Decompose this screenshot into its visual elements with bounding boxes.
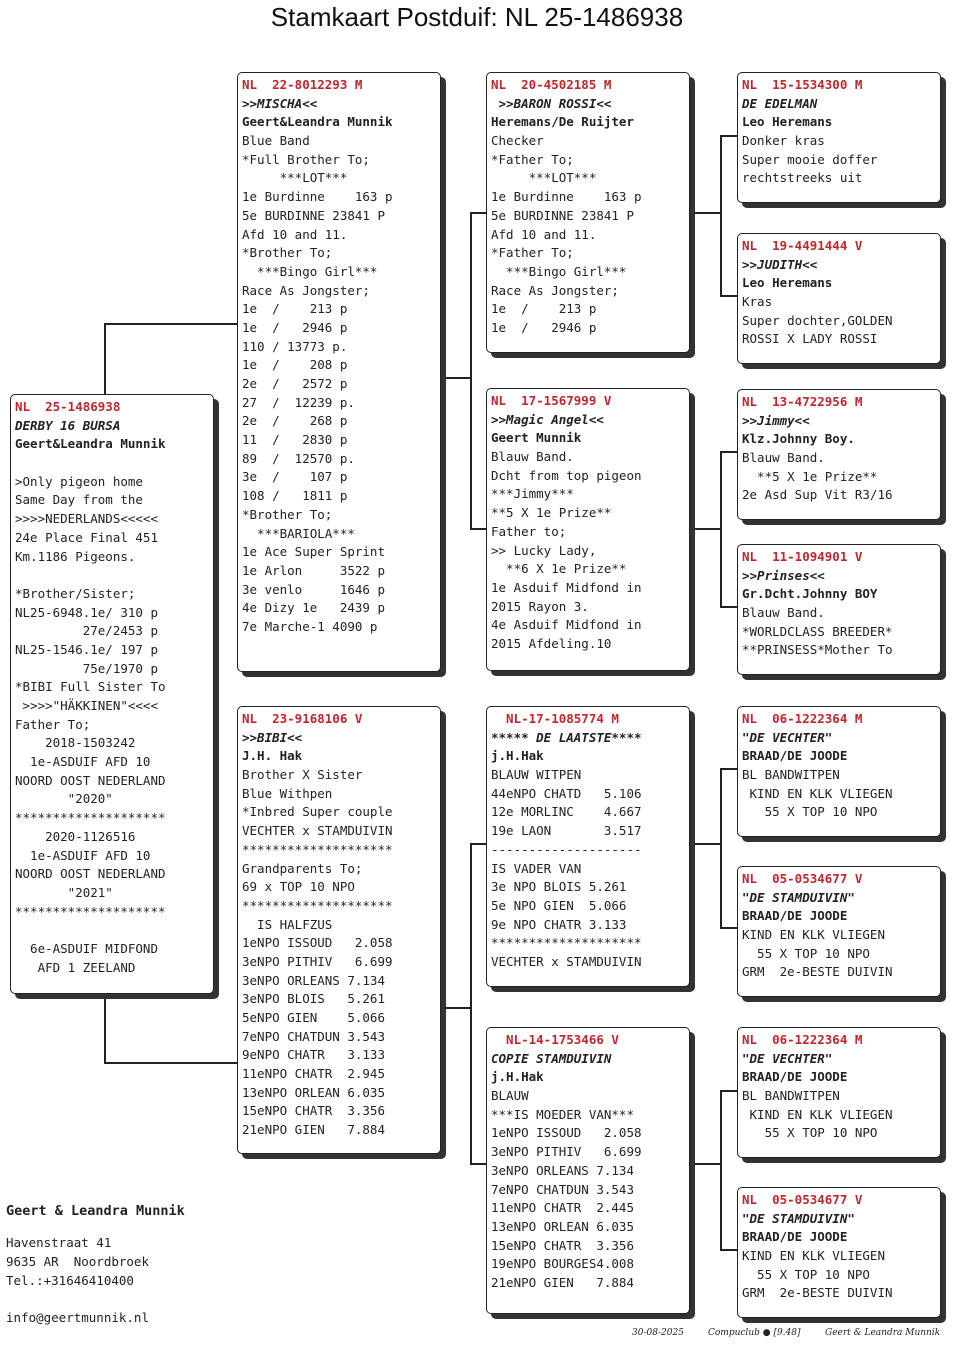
pedigree-line: Super mooie doffer bbox=[742, 151, 878, 167]
breeder-name: BRAAD/DE JOODE bbox=[742, 748, 848, 764]
pedigree-line: 1e Burdinne 163 p bbox=[242, 189, 393, 205]
pedigree-line: "2020" bbox=[15, 791, 113, 807]
pedigree-line: 4e Dizy 1e 2439 p bbox=[242, 600, 385, 616]
pedigree-line: 21eNPO GIEN 7.884 bbox=[491, 1274, 634, 1290]
pedigree-line: 3e / 107 p bbox=[242, 469, 348, 485]
connector-line bbox=[104, 996, 106, 1063]
pedigree-line: ***Bingo Girl*** bbox=[491, 263, 627, 279]
pedigree-line: 1e / 213 p bbox=[491, 301, 597, 317]
pedigree-line: VECHTER x STAMDUIVIN bbox=[242, 823, 393, 839]
pedigree-line: *Father To; bbox=[491, 245, 574, 261]
pedigree-line: *WORLDCLASS BREEDER* bbox=[742, 623, 893, 639]
pedigree-card-ddd[interactable] bbox=[737, 1187, 941, 1318]
connector-line bbox=[443, 1007, 472, 1009]
pedigree-line: NOORD OOST NEDERLAND bbox=[15, 866, 166, 882]
ring-number: NL 20-4502185 M bbox=[491, 77, 612, 92]
pedigree-line: NL25-6948.1e/ 310 p bbox=[15, 604, 158, 620]
pedigree-line: Blauw Band. bbox=[491, 449, 574, 465]
pedigree-line: 1e Asduif Midfond in bbox=[491, 579, 642, 595]
owner-city: 9635 AR Noordbroek bbox=[6, 1254, 149, 1269]
pedigree-line: ******************** bbox=[242, 897, 393, 913]
pedigree-line: 11eNPO CHATR 2.445 bbox=[491, 1200, 634, 1216]
pedigree-line: -------------------- bbox=[491, 841, 642, 857]
pedigree-line: *BIBI Full Sister To bbox=[15, 679, 166, 695]
pedigree-line: *Brother To; bbox=[242, 506, 333, 522]
pedigree-line: KIND EN KLK VLIEGEN bbox=[742, 1248, 885, 1264]
breeder-name: Klz.Johnny Boy. bbox=[742, 431, 855, 447]
connector-line bbox=[443, 377, 472, 379]
connector-line bbox=[104, 323, 106, 396]
pedigree-card-sss[interactable] bbox=[737, 72, 941, 203]
connector-line bbox=[720, 768, 722, 929]
pigeon-name: ***** DE LAATSTE**** bbox=[491, 729, 642, 745]
breeder-name: Geert&Leandra Munnik bbox=[15, 436, 166, 452]
connector-line bbox=[720, 1090, 722, 1251]
ring-number: NL 19-4491444 V bbox=[742, 238, 863, 253]
pedigree-line: Grandparents To; bbox=[242, 860, 363, 876]
pedigree-line: 5e NPO GIEN 5.066 bbox=[491, 897, 627, 913]
pedigree-line: 7eNPO CHATDUN 3.543 bbox=[242, 1028, 385, 1044]
pedigree-line: Super dochter,GOLDEN bbox=[742, 312, 893, 328]
pedigree-card-dds[interactable] bbox=[737, 1027, 941, 1158]
pedigree-line: GRM 2e-BESTE DUIVIN bbox=[742, 1285, 893, 1301]
pedigree-line: "2021" bbox=[15, 884, 113, 900]
pedigree-line: ***Bingo Girl*** bbox=[242, 263, 378, 279]
pedigree-line: KIND EN KLK VLIEGEN bbox=[742, 1106, 893, 1122]
pedigree-card-sire[interactable] bbox=[237, 72, 441, 672]
pedigree-line: 3eNPO ORLEANS 7.134 bbox=[242, 972, 385, 988]
pedigree-line: Brother X Sister bbox=[242, 767, 363, 783]
pedigree-line: 1e / 2946 p bbox=[491, 319, 597, 335]
pigeon-name: DERBY 16 BURSA bbox=[15, 417, 121, 433]
pedigree-line: NOORD OOST NEDERLAND bbox=[15, 772, 166, 788]
pedigree-line: 2020-1126516 bbox=[15, 828, 136, 844]
pedigree-line bbox=[15, 921, 209, 940]
pedigree-line: 2015 Afdeling.10 bbox=[491, 635, 612, 651]
pedigree-line: Father To; bbox=[15, 716, 91, 732]
connector-line bbox=[693, 212, 722, 214]
pedigree-line: Afd 10 and 11. bbox=[242, 226, 348, 242]
pedigree-line: **5 X 1e Prize** bbox=[742, 468, 878, 484]
pedigree-card-sire-sire[interactable] bbox=[486, 72, 690, 353]
pedigree-line: *Inbred Super couple bbox=[242, 804, 393, 820]
pedigree-line: 13eNPO ORLEAN 6.035 bbox=[491, 1218, 634, 1234]
footer-software: Compuclub ● [9.48] bbox=[708, 1328, 801, 1338]
ring-number: NL 23-9168106 V bbox=[242, 711, 363, 726]
pedigree-line: 1e-ASDUIF AFD 10 bbox=[15, 847, 151, 863]
pedigree-line: 55 X TOP 10 NPO bbox=[742, 1266, 870, 1282]
ring-number: NL 05-0534677 V bbox=[742, 871, 863, 886]
breeder-name: Geert&Leandra Munnik bbox=[242, 114, 393, 130]
pedigree-line: BL BANDWITPEN bbox=[742, 1088, 840, 1104]
pedigree-line bbox=[15, 566, 209, 585]
pedigree-line: 13eNPO ORLEAN 6.035 bbox=[242, 1084, 385, 1100]
pedigree-card-dsd[interactable] bbox=[737, 866, 941, 997]
ring-number: NL 15-1534300 M bbox=[742, 77, 863, 92]
connector-line bbox=[720, 135, 722, 297]
pedigree-line: 2e Asd Sup Vit R3/16 bbox=[742, 487, 893, 503]
pedigree-line: 2015 Rayon 3. bbox=[491, 598, 589, 614]
pedigree-line: 11eNPO CHATR 2.945 bbox=[242, 1066, 385, 1082]
pedigree-line: KIND EN KLK VLIEGEN bbox=[742, 927, 885, 943]
pedigree-line: 55 X TOP 10 NPO bbox=[742, 945, 870, 961]
pedigree-line: Blue Withpen bbox=[242, 785, 333, 801]
pedigree-line: 1eNPO ISSOUD 2.058 bbox=[242, 935, 393, 951]
pedigree-line: 27 / 12239 p. bbox=[242, 394, 355, 410]
connector-line bbox=[470, 212, 472, 530]
pedigree-line: **5 X 1e Prize** bbox=[491, 505, 612, 521]
pedigree-line: 12e MORLINC 4.667 bbox=[491, 804, 642, 820]
pedigree-card-sds[interactable] bbox=[737, 389, 941, 520]
pedigree-line: Same Day from the bbox=[15, 492, 143, 508]
pedigree-line: Race As Jongster; bbox=[491, 282, 619, 298]
breeder-name: BRAAD/DE JOODE bbox=[742, 1229, 848, 1245]
pedigree-line: >>>>"HÄKKINEN"<<<< bbox=[15, 698, 158, 713]
pigeon-name: >>MISCHA<< bbox=[242, 95, 318, 111]
pedigree-card-dam-sire[interactable] bbox=[486, 706, 690, 987]
pigeon-name: "DE STAMDUIVIN" bbox=[742, 1210, 855, 1226]
pedigree-card-sire-dam[interactable] bbox=[486, 388, 690, 671]
connector-line bbox=[470, 843, 472, 1165]
pedigree-line: 1e-ASDUIF AFD 10 bbox=[15, 754, 151, 770]
pedigree-line: rechtstreeks uit bbox=[742, 170, 863, 186]
pedigree-line: Race As Jongster; bbox=[242, 282, 370, 298]
pigeon-name: DE EDELMAN bbox=[742, 95, 818, 111]
pedigree-line: ***LOT*** bbox=[491, 170, 597, 186]
pedigree-line: 3eNPO PITHIV 6.699 bbox=[491, 1144, 642, 1160]
pedigree-line: >> Lucky Lady, bbox=[491, 542, 597, 558]
pedigree-line: 2018-1503242 bbox=[15, 735, 136, 751]
pedigree-line: 7e Marche-1 4090 p bbox=[242, 618, 378, 634]
pedigree-line: >>>>NEDERLANDS<<<<< bbox=[15, 511, 158, 527]
pigeon-name: "DE STAMDUIVIN" bbox=[742, 889, 855, 905]
pigeon-name: >>BIBI<< bbox=[242, 729, 303, 745]
pedigree-line: 4e Asduif Midfond in bbox=[491, 617, 642, 633]
breeder-name: j.H.Hak bbox=[491, 748, 544, 764]
pedigree-line: 3e NPO BLOIS 5.261 bbox=[491, 879, 627, 895]
ring-number: NL 13-4722956 M bbox=[742, 394, 863, 409]
owner-phone: Tel.:+31646410400 bbox=[6, 1273, 134, 1288]
connector-line bbox=[720, 451, 722, 608]
pedigree-line: ROSSI X LADY ROSSI bbox=[742, 331, 878, 347]
footer-owner: Geert & Leandra Munnik bbox=[825, 1328, 941, 1338]
pedigree-line: ***BARIOLA*** bbox=[242, 525, 355, 541]
pedigree-line: 55 X TOP 10 NPO bbox=[742, 804, 878, 820]
pedigree-line: 2e / 268 p bbox=[242, 413, 348, 429]
pedigree-line: 1eNPO ISSOUD 2.058 bbox=[491, 1125, 642, 1141]
connector-line bbox=[693, 843, 722, 845]
pedigree-line: 55 X TOP 10 NPO bbox=[742, 1125, 878, 1141]
pedigree-line: Checker bbox=[491, 133, 544, 149]
pedigree-line: ******************** bbox=[15, 810, 166, 826]
pedigree-line: IS VADER VAN bbox=[491, 860, 582, 876]
pigeon-name: >>JUDITH<< bbox=[742, 256, 818, 272]
pedigree-line: ***Jimmy*** bbox=[491, 486, 574, 502]
breeder-name: Leo Heremans bbox=[742, 275, 833, 291]
pedigree-line: 15eNPO CHATR 3.356 bbox=[242, 1103, 385, 1119]
pedigree-line: NL25-1546.1e/ 197 p bbox=[15, 641, 158, 657]
pedigree-line: **6 X 1e Prize** bbox=[491, 561, 627, 577]
pedigree-line: 21eNPO GIEN 7.884 bbox=[242, 1122, 385, 1138]
pedigree-line: 7eNPO CHATDUN 3.543 bbox=[491, 1181, 634, 1197]
owner-name: Geert & Leandra Munnik bbox=[6, 1203, 185, 1219]
breeder-name: j.H.Hak bbox=[491, 1069, 544, 1085]
pedigree-line: 15eNPO CHATR 3.356 bbox=[491, 1237, 634, 1253]
pedigree-card-ssd[interactable] bbox=[737, 233, 941, 364]
pedigree-line: 5e BURDINNE 23841 P bbox=[242, 207, 385, 223]
breeder-name: BRAAD/DE JOODE bbox=[742, 908, 848, 924]
pedigree-line: 1e / 2946 p bbox=[242, 319, 348, 335]
pedigree-line: 27e/2453 p bbox=[15, 623, 158, 639]
pigeon-name: >>BARON ROSSI<< bbox=[491, 95, 612, 111]
pedigree-line: 69 x TOP 10 NPO bbox=[242, 879, 355, 895]
pedigree-line: ******************** bbox=[15, 903, 166, 919]
pedigree-card-dam-dam[interactable] bbox=[486, 1027, 690, 1314]
pedigree-line: BL BANDWITPEN bbox=[742, 767, 840, 783]
pedigree-line: VECHTER x STAMDUIVIN bbox=[491, 953, 642, 969]
pedigree-line: Km.1186 Pigeons. bbox=[15, 548, 136, 564]
pedigree-line: KIND EN KLK VLIEGEN bbox=[742, 785, 893, 801]
ring-number: NL-14-1753466 V bbox=[491, 1032, 619, 1047]
pedigree-line: 9e NPO CHATR 3.133 bbox=[491, 916, 627, 932]
pedigree-line: ***LOT*** bbox=[242, 170, 348, 186]
pedigree-card-dss[interactable] bbox=[737, 706, 941, 837]
pedigree-line: 9eNPO CHATR 3.133 bbox=[242, 1047, 385, 1063]
pigeon-name: >>Prinses<< bbox=[742, 567, 825, 583]
connector-line bbox=[693, 1163, 722, 1165]
pedigree-line: 3eNPO BLOIS 5.261 bbox=[242, 991, 385, 1007]
breeder-name: Leo Heremans bbox=[742, 114, 833, 130]
pedigree-line: GRM 2e-BESTE DUIVIN bbox=[742, 964, 893, 980]
ring-number: NL 11-1094901 V bbox=[742, 549, 863, 564]
pedigree-line: 75e/1970 p bbox=[15, 660, 158, 676]
pedigree-line: BLAUW bbox=[491, 1088, 529, 1104]
pedigree-line: ******************** bbox=[491, 935, 642, 951]
pedigree-line: 2e / 2572 p bbox=[242, 376, 348, 391]
pedigree-line: 1e / 213 p bbox=[242, 301, 348, 317]
breeder-name: J.H. Hak bbox=[242, 748, 303, 764]
breeder-name: Geert Munnik bbox=[491, 430, 582, 446]
pedigree-line: Kras bbox=[742, 294, 773, 310]
ring-number: NL 06-1222364 M bbox=[742, 1032, 863, 1047]
breeder-name: Heremans/De Ruijter bbox=[491, 114, 634, 130]
pedigree-line: Blauw Band. bbox=[742, 450, 825, 466]
page-title: Stamkaart Postduif: NL 25-1486938 bbox=[270, 2, 684, 32]
pedigree-line: >Only pigeon home bbox=[15, 473, 143, 489]
pedigree-line: 19e LAON 3.517 bbox=[491, 823, 642, 839]
pedigree-line: 5eNPO GIEN 5.066 bbox=[242, 1010, 385, 1025]
pedigree-card-subject[interactable] bbox=[10, 394, 214, 994]
pedigree-line: 3eNPO ORLEANS 7.134 bbox=[491, 1162, 634, 1178]
pedigree-line: 3eNPO PITHIV 6.699 bbox=[242, 953, 393, 969]
pedigree-line: AFD 1 ZEELAND bbox=[15, 959, 136, 975]
pedigree-line: Donker kras bbox=[742, 133, 825, 149]
pedigree-line: 1e Ace Super Sprint bbox=[242, 544, 385, 560]
pigeon-name: >>Magic Angel<< bbox=[491, 411, 604, 427]
connector-line bbox=[104, 1062, 238, 1064]
pedigree-line: **PRINSESS*Mother To bbox=[742, 642, 893, 658]
pedigree-line: 1e Burdinne 163 p bbox=[491, 189, 642, 205]
pedigree-line: Blauw Band. bbox=[742, 605, 825, 621]
connector-line bbox=[104, 323, 238, 325]
ring-number: NL 05-0534677 V bbox=[742, 1192, 863, 1207]
pedigree-line: 19eNPO BOURGES4.008 bbox=[491, 1256, 634, 1272]
ring-number: NL 22-8012293 M bbox=[242, 77, 363, 92]
pedigree-line: BLAUW WITPEN bbox=[491, 767, 582, 783]
pedigree-line: IS HALFZUS bbox=[242, 916, 333, 932]
breeder-name: Gr.Dcht.Johnny BOY bbox=[742, 586, 878, 602]
pigeon-name: "DE VECHTER" bbox=[742, 729, 833, 745]
pedigree-line bbox=[15, 454, 209, 473]
pedigree-line: *Father To; bbox=[491, 151, 574, 167]
pedigree-line: Afd 10 and 11. bbox=[491, 226, 597, 242]
connector-line bbox=[693, 528, 722, 530]
ring-number: NL-17-1085774 M bbox=[491, 711, 619, 726]
pedigree-line: Blue Band bbox=[242, 133, 310, 149]
pedigree-line: 6e-ASDUIF MIDFOND bbox=[15, 940, 158, 956]
pedigree-card-dam[interactable] bbox=[237, 706, 441, 1154]
pedigree-line: Dcht from top pigeon bbox=[491, 467, 642, 483]
pedigree-line: *Full Brother To; bbox=[242, 151, 370, 167]
ring-number: NL 25-1486938 bbox=[15, 399, 121, 414]
pigeon-name: COPIE STAMDUIVIN bbox=[491, 1050, 612, 1066]
pedigree-line: 1e / 208 p bbox=[242, 357, 348, 373]
pedigree-line: 3e venlo 1646 p bbox=[242, 581, 385, 597]
ring-number: NL 17-1567999 V bbox=[491, 393, 612, 408]
pigeon-name: "DE VECHTER" bbox=[742, 1050, 833, 1066]
pedigree-line: 11 / 2830 p bbox=[242, 432, 348, 448]
pedigree-line: 44eNPO CHATD 5.106 bbox=[491, 785, 642, 801]
pedigree-line: 89 / 12570 p. bbox=[242, 450, 355, 466]
ring-number: NL 06-1222364 M bbox=[742, 711, 863, 726]
pigeon-name: >>Jimmy<< bbox=[742, 412, 810, 428]
owner-email[interactable]: info@geertmunnik.nl bbox=[6, 1310, 149, 1325]
pedigree-line: Father to; bbox=[491, 523, 567, 539]
footer-date: 30-08-2025 bbox=[632, 1328, 684, 1338]
pedigree-line: ***IS MOEDER VAN*** bbox=[491, 1106, 634, 1122]
pedigree-line: 108 / 1811 p bbox=[242, 488, 348, 504]
pedigree-line: 24e Place Final 451 bbox=[15, 529, 158, 545]
pedigree-line: 5e BURDINNE 23841 P bbox=[491, 207, 634, 223]
breeder-name: BRAAD/DE JOODE bbox=[742, 1069, 848, 1085]
pedigree-line: ******************** bbox=[242, 841, 393, 857]
pedigree-line: 110 / 13773 p. bbox=[242, 338, 348, 354]
pedigree-card-sdd[interactable] bbox=[737, 544, 941, 675]
pedigree-line: *Brother/Sister; bbox=[15, 585, 136, 601]
owner-street: Havenstraat 41 bbox=[6, 1235, 112, 1250]
pedigree-line: 1e Arlon 3522 p bbox=[242, 562, 385, 578]
pedigree-line: *Brother To; bbox=[242, 245, 333, 261]
